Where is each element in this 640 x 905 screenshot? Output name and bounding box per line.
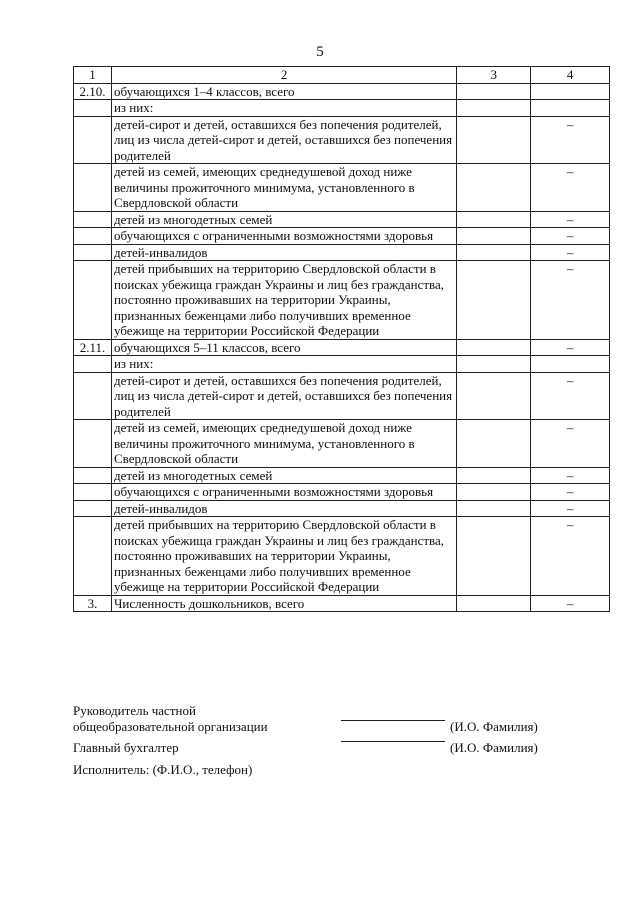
value-cell-col4 — [531, 356, 610, 373]
row-number-cell — [74, 420, 112, 468]
row-label-cell: детей из многодетных семей — [111, 211, 456, 228]
table-row — [74, 420, 610, 468]
row-number-cell: 3. — [74, 595, 112, 612]
row-number-cell — [74, 356, 112, 373]
table-row — [74, 372, 610, 420]
value-cell-col3 — [457, 83, 531, 100]
value-cell-col4: – — [531, 595, 610, 612]
accountant-title: Главный бухгалтер — [73, 740, 179, 755]
value-cell-col4: – — [531, 467, 610, 484]
row-label-cell: обучающихся с ограниченными возможностями здоровья — [111, 228, 456, 245]
row-number-cell — [74, 500, 112, 517]
head-name-placeholder: (И.О. Фамилия) — [450, 719, 538, 734]
value-cell-col3 — [457, 261, 531, 340]
table-row — [74, 339, 610, 356]
value-cell-col4 — [531, 100, 610, 117]
value-cell-col3 — [457, 244, 531, 261]
row-number-cell — [74, 467, 112, 484]
row-label-cell: детей из семей, имеющих среднедушевой доход ниже величины прожиточного минимума, установленного в Свердловской области — [111, 164, 456, 212]
column-header: 2 — [111, 67, 456, 84]
value-cell-col4: – — [531, 372, 610, 420]
row-number-cell: 2.10. — [74, 83, 112, 100]
row-number-cell — [74, 261, 112, 340]
value-cell-col3 — [457, 484, 531, 501]
table-row — [74, 228, 610, 245]
row-number-cell — [74, 244, 112, 261]
table-row — [74, 500, 610, 517]
value-cell-col3 — [457, 339, 531, 356]
table-row — [74, 83, 610, 100]
value-cell-col4 — [531, 83, 610, 100]
table-row — [74, 211, 610, 228]
row-label-cell: из них: — [111, 100, 456, 117]
row-number-cell — [74, 100, 112, 117]
value-cell-col4: – — [531, 211, 610, 228]
accountant-name-placeholder: (И.О. Фамилия) — [450, 740, 538, 755]
report-table — [73, 66, 610, 612]
row-number-cell — [74, 517, 112, 596]
value-cell-col3 — [457, 517, 531, 596]
value-cell-col4: – — [531, 517, 610, 596]
row-number-cell — [74, 372, 112, 420]
value-cell-col4: – — [531, 244, 610, 261]
column-header: 4 — [531, 67, 610, 84]
row-label-cell: детей из семей, имеющих среднедушевой доход ниже величины прожиточного минимума, установленного в Свердловской области — [111, 420, 456, 468]
value-cell-col3 — [457, 164, 531, 212]
table-row — [74, 261, 610, 340]
table-row — [74, 244, 610, 261]
table-row — [74, 484, 610, 501]
executor-label: Исполнитель: (Ф.И.О., телефон) — [73, 762, 253, 777]
value-cell-col4: – — [531, 420, 610, 468]
row-number-cell — [74, 116, 112, 164]
row-label-cell: обучающихся 5–11 классов, всего — [111, 339, 456, 356]
value-cell-col3 — [457, 500, 531, 517]
value-cell-col4: – — [531, 261, 610, 340]
row-number-cell — [74, 484, 112, 501]
value-cell-col3 — [457, 595, 531, 612]
table-row — [74, 517, 610, 596]
row-label-cell: обучающихся 1–4 классов, всего — [111, 83, 456, 100]
row-number-cell — [74, 164, 112, 212]
value-cell-col3 — [457, 372, 531, 420]
row-label-cell: детей-инвалидов — [111, 500, 456, 517]
table-header-row — [74, 67, 610, 84]
value-cell-col4: – — [531, 484, 610, 501]
value-cell-col4: – — [531, 500, 610, 517]
row-label-cell: обучающихся с ограниченными возможностями здоровья — [111, 484, 456, 501]
value-cell-col4: – — [531, 164, 610, 212]
value-cell-col3 — [457, 100, 531, 117]
accountant-signature-line — [341, 741, 445, 742]
value-cell-col3 — [457, 420, 531, 468]
row-label-cell: детей-сирот и детей, оставшихся без попечения родителей, лиц из числа детей-сирот и детей, оставшихся без попечения родителей — [111, 116, 456, 164]
head-title-line1: Руководитель частной — [73, 703, 196, 718]
head-title-line2: общеобразовательной организации — [73, 719, 268, 734]
row-number-cell — [74, 228, 112, 245]
row-label-cell: детей-сирот и детей, оставшихся без попечения родителей, лиц из числа детей-сирот и детей, оставшихся без попечения родителей — [111, 372, 456, 420]
value-cell-col4: – — [531, 228, 610, 245]
table-row — [74, 116, 610, 164]
page-number: 5 — [316, 44, 324, 60]
value-cell-col3 — [457, 228, 531, 245]
value-cell-col3 — [457, 116, 531, 164]
table-row — [74, 356, 610, 373]
row-number-cell — [74, 211, 112, 228]
table-row — [74, 467, 610, 484]
table-row — [74, 100, 610, 117]
value-cell-col4: – — [531, 116, 610, 164]
row-label-cell: детей-инвалидов — [111, 244, 456, 261]
table-row — [74, 595, 610, 612]
row-label-cell: детей из многодетных семей — [111, 467, 456, 484]
table-row — [74, 164, 610, 212]
value-cell-col3 — [457, 211, 531, 228]
row-label-cell: из них: — [111, 356, 456, 373]
row-number-cell: 2.11. — [74, 339, 112, 356]
value-cell-col4: – — [531, 339, 610, 356]
column-header: 3 — [457, 67, 531, 84]
row-label-cell: детей прибывших на территорию Свердловской области в поисках убежища граждан Украины и лиц без гражданства, постоянно проживавших на территории Украины, признанных беженцами либо получивших временное убежище на территории Российской Федерации — [111, 261, 456, 340]
row-label-cell: детей прибывших на территорию Свердловской области в поисках убежища граждан Украины и лиц без гражданства, постоянно проживавших на территории Украины, признанных беженцами либо получивших временное убежище на территории Российской Федерации — [111, 517, 456, 596]
row-label-cell: Численность дошкольников, всего — [111, 595, 456, 612]
table-body — [74, 83, 610, 612]
column-header: 1 — [74, 67, 112, 84]
value-cell-col3 — [457, 467, 531, 484]
head-signature-line — [341, 720, 445, 721]
value-cell-col3 — [457, 356, 531, 373]
